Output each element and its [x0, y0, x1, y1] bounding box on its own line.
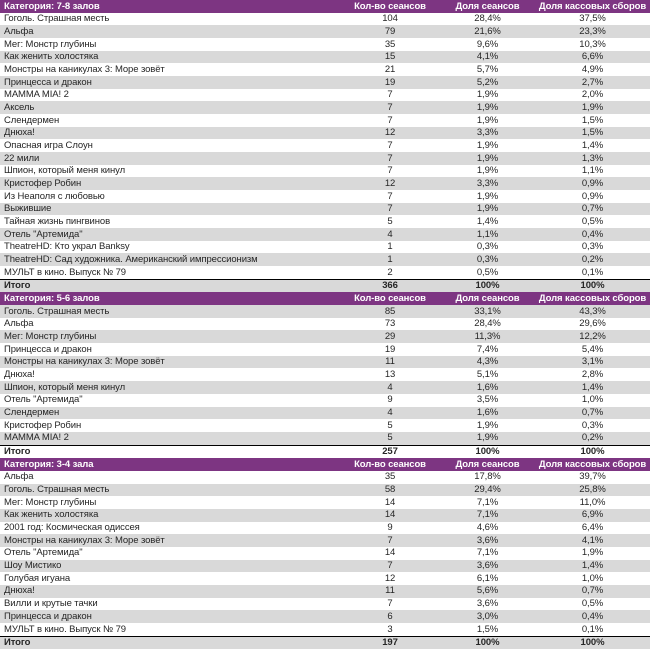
boxoffice-share-cell: 4,9%: [581, 64, 604, 75]
sessions-count-cell: 7: [387, 140, 393, 151]
sessions-count-cell: 7: [387, 90, 393, 100]
table-row: [0, 152, 650, 165]
boxoffice-share-cell: 1,4%: [581, 561, 604, 571]
boxoffice-share-cell: 0,1%: [581, 624, 604, 634]
movie-title-cell: Принцесса и дракон: [4, 344, 92, 355]
movie-title-cell: Мег: Монстр глубины: [4, 332, 97, 342]
boxoffice-share-cell: 0,3%: [581, 242, 604, 252]
table-row: [0, 114, 650, 127]
boxoffice-share-cell: 0,2%: [581, 255, 604, 265]
boxoffice-share-cell: 2,0%: [581, 90, 604, 100]
column-header: Доля кассовых сборов: [538, 1, 647, 12]
movie-title-cell: TheatreHD: Сад художника. Американский импрессионизм: [4, 255, 258, 265]
sessions-share-cell: 1,9%: [476, 140, 499, 151]
movie-title-cell: MAMMA MIA! 2: [4, 433, 69, 443]
sessions-share-cell: 4,3%: [476, 357, 499, 367]
sessions-share-cell: 3,6%: [476, 535, 499, 546]
boxoffice-share-cell: 0,2%: [581, 433, 604, 443]
table-row: [0, 89, 650, 102]
sessions-share-cell: 7,1%: [476, 510, 499, 520]
sessions-share-cell: 1,9%: [476, 420, 499, 431]
movie-title-cell: Монстры на каникулах 3: Море зовёт: [4, 357, 165, 367]
sessions-share-cell: 1,6%: [476, 408, 499, 418]
movie-title-cell: Принцесса и дракон: [4, 77, 92, 88]
sessions-share-cell: 5,1%: [476, 370, 499, 380]
movie-title-cell: Голубая игуана: [4, 573, 71, 584]
table-row: [0, 318, 650, 331]
movie-title-cell: Опасная игра Слоун: [4, 140, 93, 151]
sessions-share-cell: 28,4%: [474, 14, 501, 24]
table-row: [0, 203, 650, 216]
sessions-count-cell: 5: [387, 420, 393, 431]
table-row: [0, 407, 650, 420]
sessions-count-cell: 4: [387, 382, 393, 393]
boxoffice-share-cell: 0,7%: [581, 408, 604, 418]
boxoffice-share-cell: 39,7%: [579, 472, 606, 482]
sessions-count-cell: 85: [384, 306, 396, 317]
boxoffice-share-cell: 0,4%: [581, 611, 604, 622]
boxoffice-share-cell: 10,3%: [579, 39, 606, 50]
sessions-count-cell: 21: [384, 64, 396, 75]
boxoffice-share-cell: 0,7%: [581, 204, 604, 214]
movie-title-cell: Гоголь. Страшная месть: [4, 306, 110, 317]
table-row: [0, 127, 650, 140]
sessions-count-cell: 14: [384, 497, 396, 508]
boxoffice-share-cell: 5,4%: [581, 344, 604, 355]
boxoffice-share-cell: 1,3%: [581, 153, 604, 164]
total-sessions-share-cell: 100%: [475, 638, 500, 648]
sessions-share-cell: 1,9%: [476, 166, 499, 176]
boxoffice-share-cell: 1,0%: [581, 395, 604, 405]
sessions-share-cell: 1,9%: [476, 90, 499, 100]
sessions-count-cell: 12: [384, 573, 396, 584]
total-label-cell: Итого: [4, 447, 31, 457]
table-row: [0, 419, 650, 432]
table-row: [0, 177, 650, 190]
movie-title-cell: Тайная жизнь пингвинов: [4, 217, 111, 227]
sessions-share-cell: 5,6%: [476, 586, 499, 596]
column-header: Доля кассовых сборов: [538, 459, 647, 470]
column-header: Кол-во сеансов: [354, 294, 426, 304]
sessions-share-cell: 3,0%: [476, 611, 499, 622]
sessions-share-cell: 5,7%: [476, 64, 499, 75]
sessions-share-cell: 7,4%: [476, 344, 499, 355]
boxoffice-share-cell: 1,5%: [581, 115, 604, 126]
boxoffice-share-cell: 6,6%: [581, 52, 604, 62]
sessions-count-cell: 4: [387, 229, 393, 240]
movie-title-cell: МУЛЬТ в кино. Выпуск № 79: [4, 267, 126, 278]
total-label-cell: Итого: [4, 281, 31, 291]
movie-title-cell: Из Неаполя с любовью: [4, 191, 105, 202]
table-row: [0, 190, 650, 203]
sessions-count-cell: 7: [387, 599, 393, 609]
table-row: [0, 381, 650, 394]
table-row: [0, 509, 650, 522]
boxoffice-share-cell: 0,7%: [581, 586, 604, 596]
movie-title-cell: Кристофер Робин: [4, 420, 82, 431]
boxoffice-share-cell: 1,4%: [581, 382, 604, 393]
table-row: [0, 63, 650, 76]
boxoffice-share-cell: 6,4%: [581, 523, 604, 533]
boxoffice-share-cell: 0,1%: [581, 267, 604, 278]
movie-title-cell: Вилли и крутые тачки: [4, 599, 98, 609]
boxoffice-share-cell: 2,8%: [581, 370, 604, 380]
sessions-count-cell: 58: [384, 485, 396, 495]
boxoffice-share-cell: 1,0%: [581, 573, 604, 584]
sessions-share-cell: 4,6%: [476, 523, 499, 533]
movie-title-cell: Кристофер Робин: [4, 178, 82, 189]
boxoffice-share-cell: 23,3%: [579, 26, 606, 37]
sessions-count-cell: 11: [385, 586, 395, 596]
table-row: [0, 572, 650, 585]
total-sessions-share-cell: 100%: [475, 447, 500, 457]
boxoffice-share-cell: 37,5%: [579, 14, 606, 24]
sessions-share-cell: 9,6%: [476, 39, 499, 50]
boxoffice-share-cell: 3,1%: [581, 357, 604, 367]
boxoffice-share-cell: 43,3%: [579, 306, 606, 317]
movie-title-cell: Гоголь. Страшная месть: [4, 485, 110, 495]
sessions-count-cell: 6: [387, 611, 393, 622]
sessions-count-cell: 19: [384, 77, 396, 88]
table-row: [0, 38, 650, 51]
total-label-cell: Итого: [4, 638, 31, 648]
table-row: [0, 623, 650, 636]
sessions-count-cell: 3: [387, 624, 393, 634]
movie-title-cell: Слендермен: [4, 115, 60, 126]
movie-title-cell: 22 мили: [4, 153, 40, 164]
sessions-count-cell: 73: [384, 319, 396, 329]
table-row: [0, 253, 650, 266]
section-title: Категория: 3-4 зала: [4, 459, 94, 470]
sessions-count-cell: 104: [382, 14, 398, 24]
column-header: Доля сеансов: [455, 294, 520, 304]
sessions-count-cell: 9: [387, 395, 393, 405]
boxoffice-share-cell: 25,8%: [579, 485, 606, 495]
table-row: [0, 165, 650, 178]
sessions-count-cell: 7: [387, 153, 393, 164]
boxoffice-share-cell: 1,5%: [581, 128, 604, 138]
sessions-count-cell: 12: [384, 128, 396, 138]
table-row: [0, 496, 650, 509]
movie-title-cell: Альфа: [4, 472, 34, 482]
table-row: [0, 215, 650, 228]
total-sessions-count-cell: 197: [382, 638, 398, 648]
sessions-share-cell: 1,9%: [476, 115, 499, 126]
movie-title-cell: МУЛЬТ в кино. Выпуск № 79: [4, 624, 126, 634]
movie-title-cell: Как женить холостяка: [4, 510, 99, 520]
boxoffice-share-cell: 1,4%: [581, 140, 604, 151]
sessions-share-cell: 3,6%: [476, 599, 499, 609]
sessions-count-cell: 12: [384, 178, 396, 189]
sessions-share-cell: 7,1%: [476, 548, 499, 558]
sessions-count-cell: 7: [387, 115, 393, 126]
table-row: [0, 101, 650, 114]
sessions-share-cell: 17,8%: [474, 472, 501, 482]
movie-title-cell: Днюха!: [4, 586, 35, 596]
sessions-count-cell: 29: [384, 332, 396, 342]
movie-title-cell: Отель "Артемида": [4, 548, 83, 558]
sessions-share-cell: 3,6%: [476, 561, 499, 571]
movie-title-cell: Аксель: [4, 102, 35, 113]
table-row: [0, 356, 650, 369]
sessions-count-cell: 11: [385, 357, 395, 367]
table-row: [0, 484, 650, 497]
movie-title-cell: Слендермен: [4, 408, 60, 418]
movie-title-cell: Выжившие: [4, 204, 52, 214]
sessions-share-cell: 1,9%: [476, 153, 499, 164]
table-row: [0, 343, 650, 356]
sessions-share-cell: 3,3%: [476, 128, 499, 138]
total-boxoffice-share-cell: 100%: [580, 281, 605, 291]
movie-title-cell: MAMMA MIA! 2: [4, 90, 69, 100]
sessions-count-cell: 5: [387, 217, 393, 227]
boxoffice-share-cell: 29,6%: [579, 319, 606, 329]
movie-title-cell: Как женить холостяка: [4, 52, 99, 62]
sessions-count-cell: 35: [384, 39, 396, 50]
table-row: [0, 534, 650, 547]
boxoffice-share-cell: 1,9%: [581, 548, 604, 558]
section-header-row: [0, 458, 650, 471]
boxoffice-share-cell: 11,0%: [579, 497, 606, 508]
sessions-count-cell: 2: [387, 267, 393, 278]
sessions-share-cell: 1,9%: [476, 204, 499, 214]
boxoffice-share-cell: 4,1%: [581, 535, 604, 546]
sessions-share-cell: 1,5%: [476, 624, 499, 634]
table-row: [0, 560, 650, 573]
table-row: [0, 368, 650, 381]
total-row: [0, 445, 650, 459]
movie-title-cell: Шоу Мистико: [4, 561, 62, 571]
sessions-share-cell: 1,9%: [476, 433, 499, 443]
total-row: [0, 636, 650, 649]
table-row: [0, 241, 650, 254]
table-row: [0, 547, 650, 560]
sessions-count-cell: 7: [387, 191, 393, 202]
sessions-share-cell: 0,5%: [476, 267, 499, 278]
sessions-count-cell: 79: [384, 26, 396, 37]
table-row: [0, 330, 650, 343]
total-boxoffice-share-cell: 100%: [580, 638, 605, 648]
movie-title-cell: Принцесса и дракон: [4, 611, 92, 622]
sessions-share-cell: 1,4%: [476, 217, 499, 227]
movie-title-cell: Отель "Артемида": [4, 395, 83, 405]
boxoffice-share-cell: 1,9%: [581, 102, 604, 113]
sessions-count-cell: 7: [387, 166, 393, 176]
column-header: Доля сеансов: [455, 1, 520, 12]
sessions-count-cell: 13: [384, 370, 396, 380]
movie-title-cell: Отель "Артемида": [4, 229, 83, 240]
sessions-share-cell: 0,3%: [476, 242, 499, 252]
sessions-count-cell: 15: [384, 52, 396, 62]
sessions-share-cell: 6,1%: [476, 573, 499, 584]
column-header: Кол-во сеансов: [354, 1, 426, 12]
movie-title-cell: Днюха!: [4, 370, 35, 380]
table-row: [0, 76, 650, 89]
section-title: Категория: 5-6 залов: [4, 294, 100, 304]
sessions-count-cell: 7: [387, 204, 393, 214]
sessions-share-cell: 1,6%: [476, 382, 499, 393]
sessions-share-cell: 28,4%: [474, 319, 501, 329]
sessions-count-cell: 1: [387, 255, 393, 265]
total-row: [0, 279, 650, 293]
movie-title-cell: Мег: Монстр глубины: [4, 39, 97, 50]
sessions-count-cell: 7: [387, 102, 393, 113]
total-sessions-count-cell: 366: [382, 281, 398, 291]
table-row: [0, 13, 650, 26]
movie-title-cell: Мег: Монстр глубины: [4, 497, 97, 508]
table-row: [0, 522, 650, 535]
sessions-count-cell: 35: [384, 472, 396, 482]
total-sessions-count-cell: 257: [382, 447, 398, 457]
movie-title-cell: Альфа: [4, 319, 34, 329]
total-boxoffice-share-cell: 100%: [580, 447, 605, 457]
movie-title-cell: Альфа: [4, 26, 34, 37]
table-row: [0, 51, 650, 64]
sessions-share-cell: 3,3%: [476, 178, 499, 189]
sessions-count-cell: 14: [384, 548, 396, 558]
table-row: [0, 610, 650, 623]
sessions-count-cell: 7: [387, 535, 393, 546]
column-header: Кол-во сеансов: [354, 459, 426, 470]
table-row: [0, 432, 650, 445]
table-row: [0, 585, 650, 598]
table-row: [0, 394, 650, 407]
column-header: Доля сеансов: [455, 459, 520, 470]
movie-title-cell: Монстры на каникулах 3: Море зовёт: [4, 64, 165, 75]
sessions-count-cell: 19: [384, 344, 396, 355]
sessions-share-cell: 7,1%: [476, 497, 499, 508]
sessions-count-cell: 1: [387, 242, 393, 252]
sessions-count-cell: 7: [387, 561, 393, 571]
sessions-count-cell: 14: [384, 510, 396, 520]
table-row: [0, 25, 650, 38]
movie-title-cell: 2001 год: Космическая одиссея: [4, 523, 140, 533]
boxoffice-share-cell: 12,2%: [579, 332, 606, 342]
movie-title-cell: Шпион, который меня кинул: [4, 166, 126, 176]
table-row: [0, 139, 650, 152]
table-row: [0, 228, 650, 241]
sessions-share-cell: 33,1%: [474, 306, 501, 317]
sessions-share-cell: 29,4%: [474, 485, 501, 495]
table-row: [0, 471, 650, 484]
boxoffice-share-cell: 0,5%: [581, 599, 604, 609]
boxoffice-share-cell: 0,9%: [581, 178, 604, 189]
boxoffice-share-cell: 0,3%: [581, 420, 604, 431]
sessions-share-cell: 0,3%: [476, 255, 499, 265]
section-header-row: [0, 292, 650, 305]
boxoffice-share-cell: 0,9%: [581, 191, 604, 202]
sessions-count-cell: 5: [387, 433, 393, 443]
section-title: Категория: 7-8 залов: [4, 1, 100, 12]
table-row: [0, 305, 650, 318]
sessions-share-cell: 1,1%: [476, 229, 499, 240]
boxoffice-share-cell: 2,7%: [581, 77, 604, 88]
sessions-share-cell: 11,3%: [474, 332, 501, 342]
section-header-row: [0, 0, 650, 13]
movie-title-cell: Шпион, который меня кинул: [4, 382, 126, 393]
sessions-share-cell: 5,2%: [476, 77, 499, 88]
movie-title-cell: Гоголь. Страшная месть: [4, 14, 110, 24]
table-row: [0, 266, 650, 279]
total-sessions-share-cell: 100%: [475, 281, 500, 291]
boxoffice-share-cell: 0,5%: [581, 217, 604, 227]
sessions-count-cell: 9: [387, 523, 393, 533]
sessions-share-cell: 3,5%: [476, 395, 499, 405]
movie-title-cell: Днюха!: [4, 128, 35, 138]
boxoffice-share-cell: 0,4%: [581, 229, 604, 240]
movie-title-cell: Монстры на каникулах 3: Море зовёт: [4, 535, 165, 546]
sessions-share-cell: 4,1%: [476, 52, 499, 62]
sessions-share-cell: 1,9%: [476, 102, 499, 113]
boxoffice-share-cell: 1,1%: [581, 166, 604, 176]
boxoffice-share-cell: 6,9%: [581, 510, 604, 520]
sessions-count-cell: 4: [387, 408, 393, 418]
movie-title-cell: TheatreHD: Кто украл Banksy: [4, 242, 130, 252]
column-header: Доля кассовых сборов: [538, 294, 647, 304]
table-row: [0, 598, 650, 611]
sessions-share-cell: 21,6%: [474, 26, 501, 37]
sessions-share-cell: 1,9%: [476, 191, 499, 202]
